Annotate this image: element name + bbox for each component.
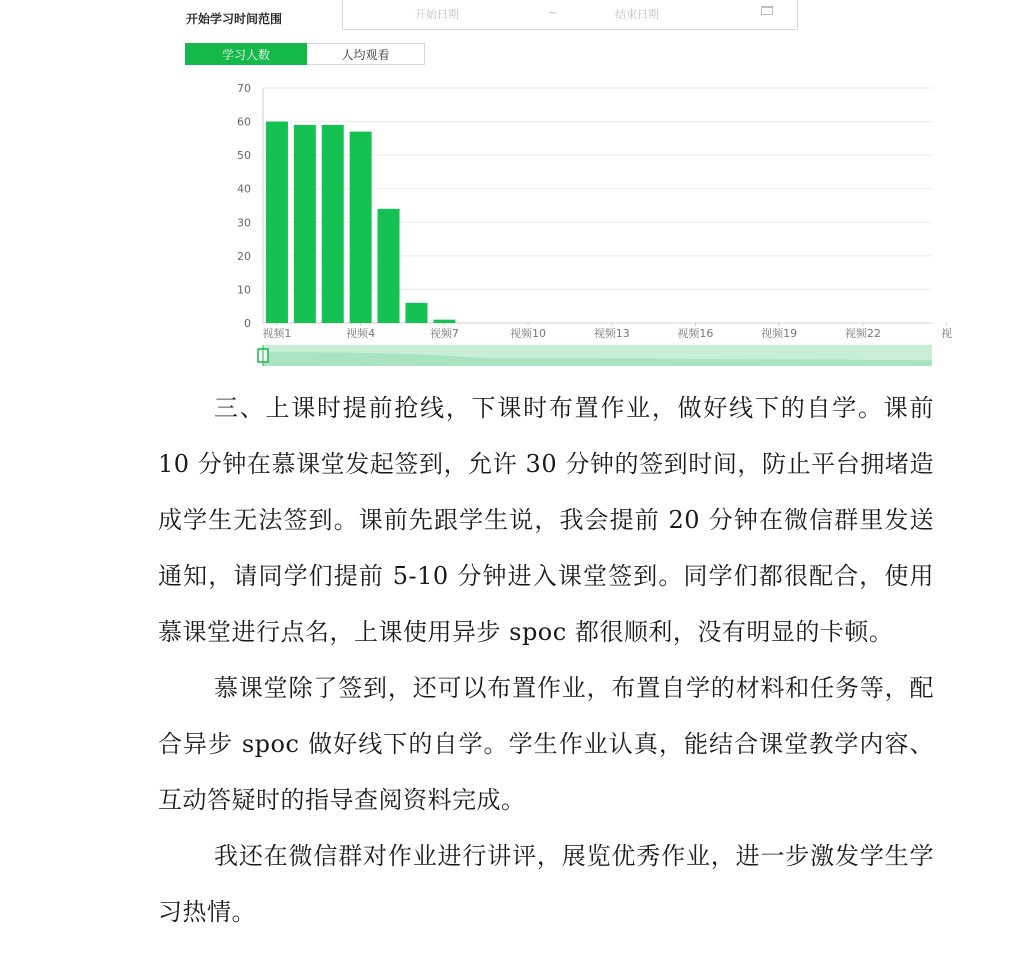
date-range-picker[interactable] — [342, 0, 798, 30]
x-tick-label: 视频16 — [677, 327, 714, 340]
date-separator: ~ — [548, 6, 558, 19]
bar-视频4 — [350, 132, 372, 323]
x-tick-label: 视频22 — [844, 327, 881, 340]
y-tick-label: 40 — [237, 182, 251, 196]
x-tick-label: 视 — [941, 327, 953, 340]
tab-average-views[interactable]: 人均观看 — [307, 43, 425, 65]
bar-视频3 — [322, 125, 344, 323]
zoom-slider[interactable] — [258, 345, 932, 366]
calendar-icon[interactable] — [761, 6, 773, 15]
y-tick-label: 50 — [237, 149, 251, 163]
bar-视频5 — [378, 209, 400, 323]
x-tick-label: 视频7 — [429, 327, 459, 340]
x-axis-ticks — [262, 323, 952, 340]
metric-tabs — [185, 43, 425, 65]
x-tick-label: 视频19 — [761, 327, 798, 340]
bar-视频2 — [294, 125, 316, 323]
video-learners-bar-chart — [0, 0, 1024, 375]
start-date-input[interactable]: 开始日期 — [415, 8, 459, 21]
x-tick-label: 视频13 — [593, 327, 630, 340]
y-tick-label: 60 — [237, 115, 251, 129]
paragraph: 三、上课时提前抢线，下课时布置作业，做好线下的自学。课前 10 分钟在慕课堂发起签到，允许 30 分钟的签到时间，防止平台拥堵造成学生无法签到。课前先跟学生说，我会提前 20 分钟在微信群里发送通知，请同学们提前 5-10 分钟进入课堂签到。同学们都很配合，使用慕课堂进行点名，上课使用异步 spoc 都很顺利，没有明显的卡顿。 — [158, 394, 934, 646]
bar-视频6 — [405, 303, 427, 323]
bar-视频7 — [433, 320, 455, 323]
end-date-input[interactable]: 结束日期 — [615, 8, 659, 21]
tab-learners[interactable]: 学习人数 — [185, 43, 307, 65]
bar-视频1 — [266, 122, 288, 323]
paragraph: 慕课堂除了签到，还可以布置作业，布置自学的材料和任务等，配合异步 spoc 做好线下的自学。学生作业认真，能结合课堂教学内容、互动答疑时的指导查阅资料完成。 — [158, 674, 934, 814]
y-tick-label: 30 — [237, 216, 251, 230]
y-axis-ticks — [237, 82, 251, 330]
y-tick-label: 10 — [237, 283, 251, 297]
date-range-filter — [186, 4, 659, 32]
y-tick-label: 20 — [237, 249, 251, 263]
x-tick-label: 视频4 — [346, 327, 376, 340]
x-tick-label: 视频1 — [262, 327, 292, 340]
document-body — [158, 380, 934, 940]
y-tick-label: 0 — [244, 317, 251, 330]
y-tick-label: 70 — [237, 82, 251, 95]
x-tick-label: 视频10 — [510, 327, 547, 340]
date-range-label: 开始学习时间范围 — [186, 11, 283, 26]
paragraph: 我还在微信群对作业进行讲评，展览优秀作业，进一步激发学生学习热情。 — [158, 842, 934, 926]
